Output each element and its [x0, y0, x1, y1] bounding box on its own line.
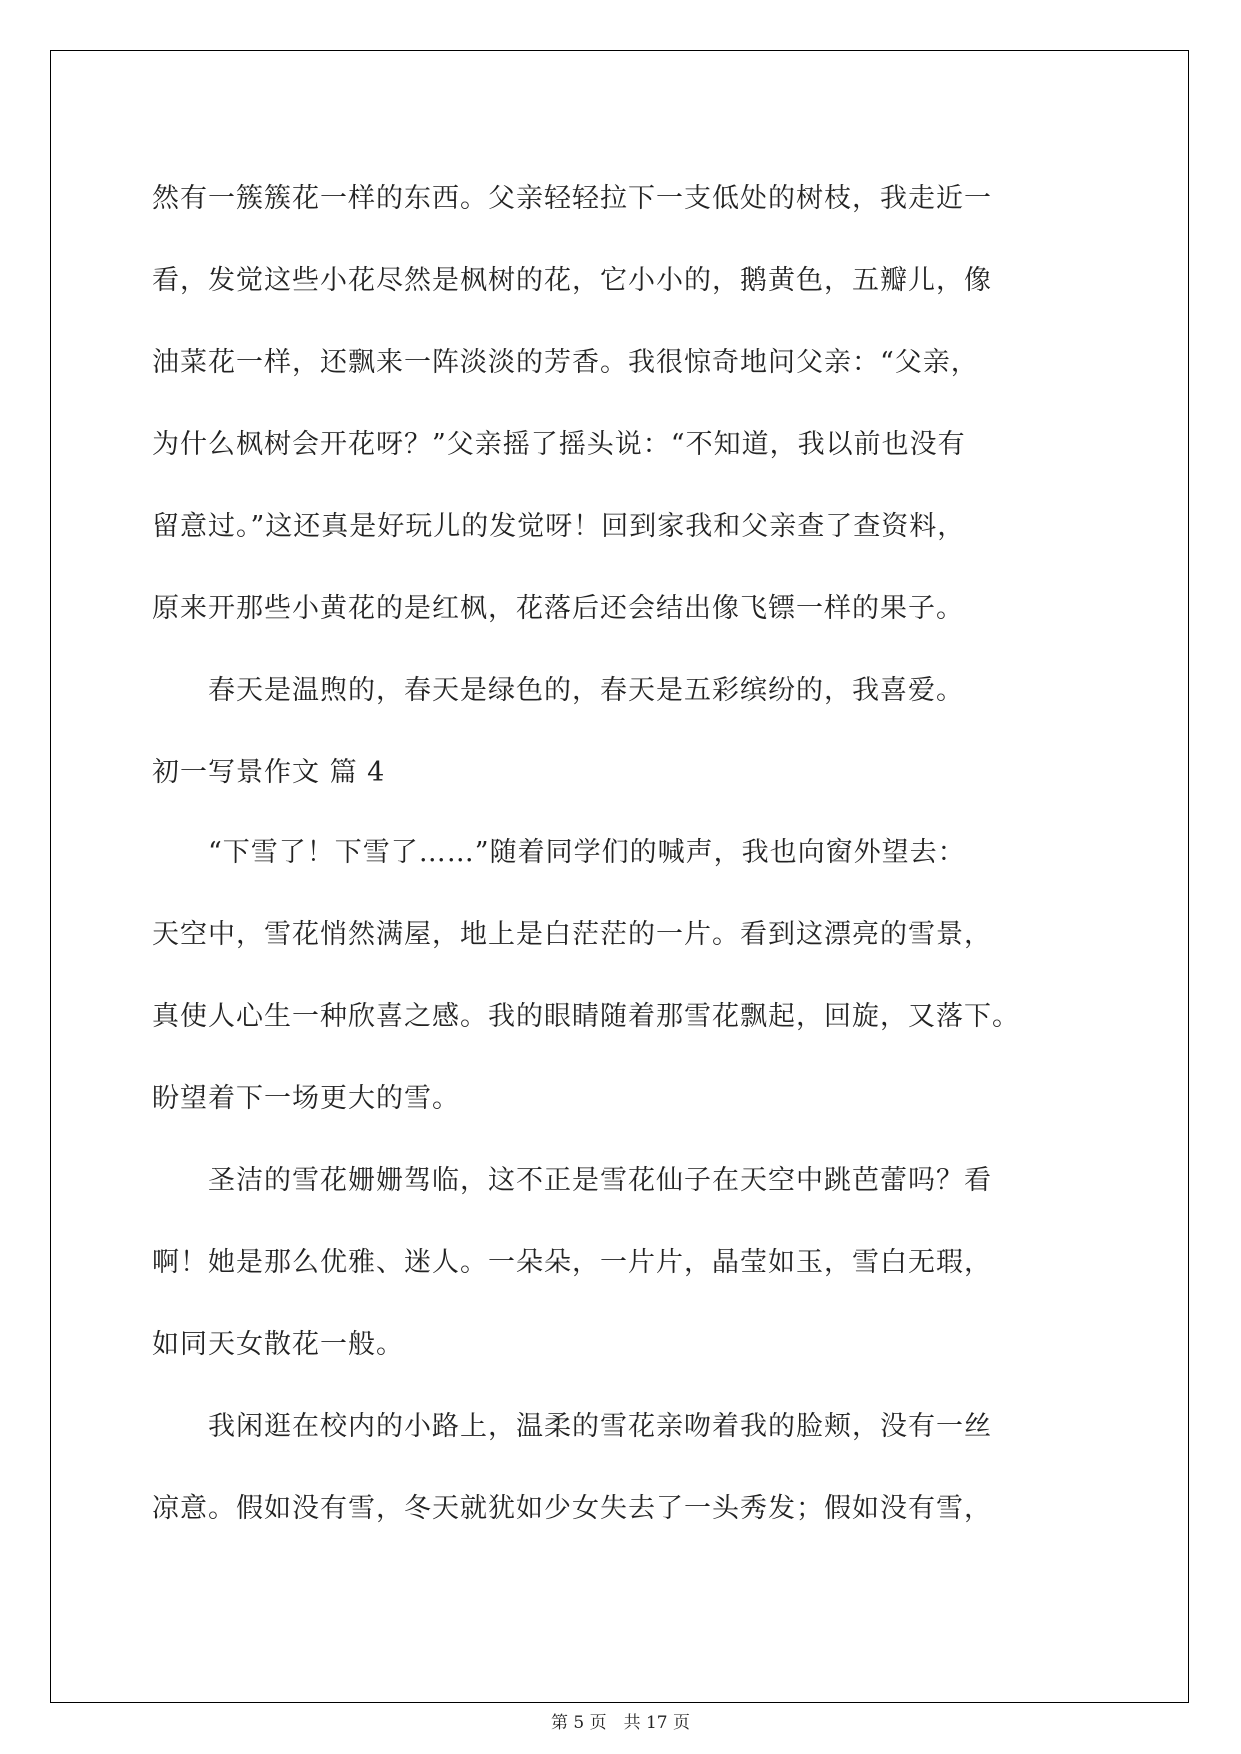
text-line: 凉意。假如没有雪，冬天就犹如少女失去了一头秀发；假如没有雪， [152, 1493, 992, 1524]
text-line: 真使人心生一种欣喜之感。我的眼睛随着那雪花飘起，回旋，又落下。 [152, 1001, 1020, 1032]
paragraph-line: 我闲逛在校内的小路上，温柔的雪花亲吻着我的脸颊，没有一丝 [152, 1411, 992, 1442]
page-number: 第 5 页 共 17 页 [550, 1713, 691, 1733]
text-line: 看，发觉这些小花尽然是枫树的花，它小小的，鹅黄色，五瓣儿，像 [152, 265, 992, 296]
text-line: 留意过。”这还真是好玩儿的发觉呀！回到家我和父亲查了查资料， [152, 511, 966, 542]
text-line: 盼望着下一场更大的雪。 [152, 1083, 460, 1114]
paragraph-line: 春天是温煦的，春天是绿色的，春天是五彩缤纷的，我喜爱。 [152, 675, 964, 706]
text-line: 然有一簇簇花一样的东西。父亲轻轻拉下一支低处的树枝，我走近一 [152, 183, 992, 214]
text-line: 为什么枫树会开花呀？”父亲摇了摇头说：“不知道，我以前也没有 [152, 429, 966, 460]
text-line: 油菜花一样，还飘来一阵淡淡的芳香。我很惊奇地问父亲：“父亲， [152, 347, 979, 378]
text-line: 天空中，雪花悄然满屋，地上是白茫茫的一片。看到这漂亮的雪景， [152, 919, 992, 950]
document-body [152, 158, 1102, 1550]
text-line: 原来开那些小黄花的是红枫，花落后还会结出像飞镖一样的果子。 [152, 593, 964, 624]
paragraph-line: 圣洁的雪花姗姗驾临，这不正是雪花仙子在天空中跳芭蕾吗？看 [152, 1165, 992, 1196]
text-line: 啊！她是那么优雅、迷人。一朵朵，一片片，晶莹如玉，雪白无瑕， [152, 1247, 992, 1278]
text-line: 如同天女散花一般。 [152, 1329, 404, 1360]
section-heading: 初一写景作文 篇 4 [152, 757, 386, 788]
paragraph-line: “下雪了！下雪了……”随着同学们的喊声，我也向窗外望去： [152, 837, 966, 868]
